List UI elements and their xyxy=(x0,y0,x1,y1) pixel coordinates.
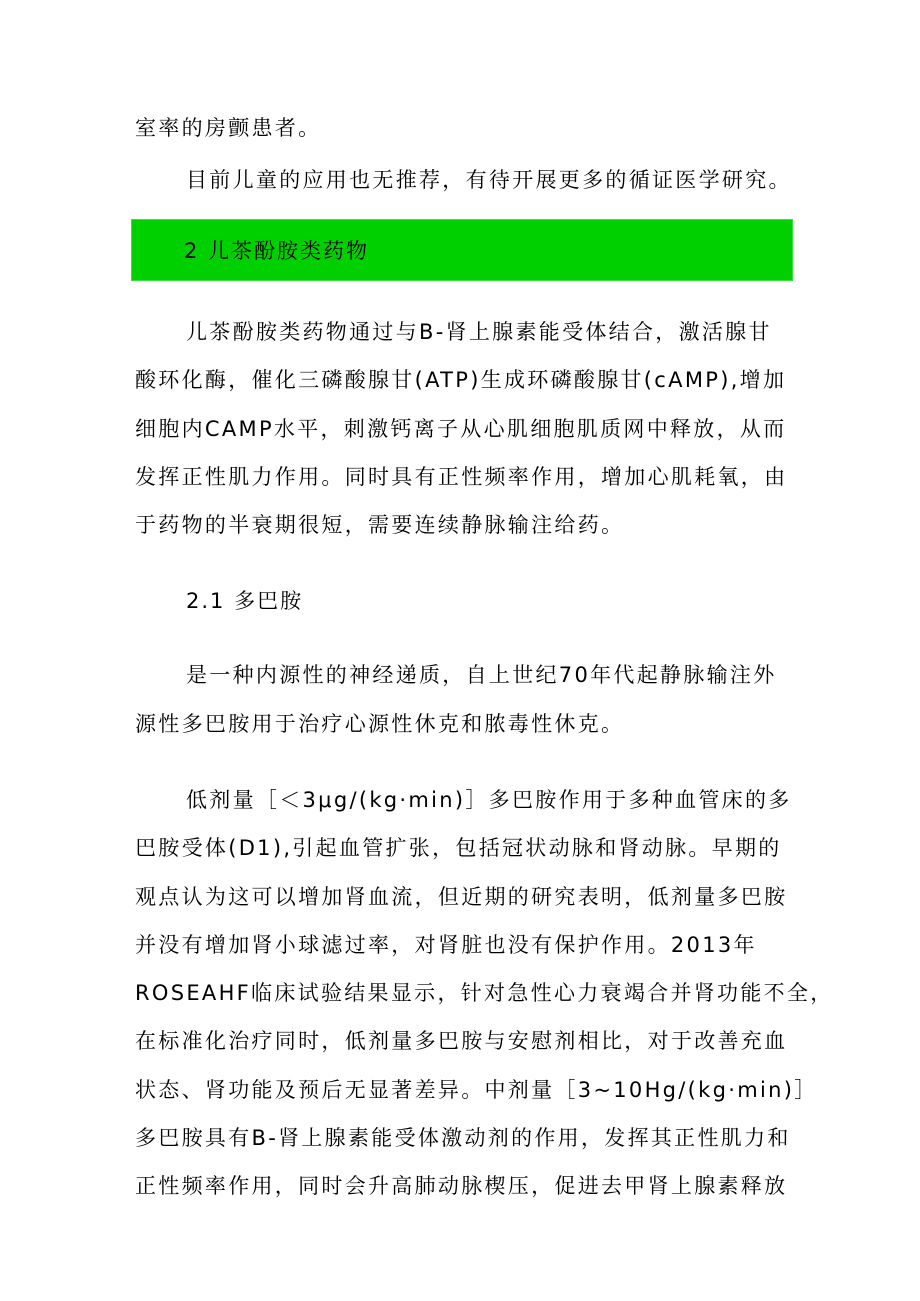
body-text-line: 细胞内CAMP水平，刺激钙离子从心肌细胞肌质网中释放，从而 xyxy=(135,417,787,441)
body-text-line: 观点认为这可以增加肾血流，但近期的研究表明，低剂量多巴胺 xyxy=(135,885,788,909)
section-heading: 2 儿茶酚胺类药物 xyxy=(184,239,370,263)
body-text-line: 在标准化治疗同时，低剂量多巴胺与安慰剂相比，对于改善充血 xyxy=(135,1029,788,1053)
body-text-line: 源性多巴胺用于治疗心源性休克和脓毒性休克。 xyxy=(135,712,625,736)
body-text-line: 巴胺受体(D1),引起血管扩张，包括冠状动脉和肾动脉。早期的 xyxy=(135,836,782,860)
body-text-line: 发挥正性肌力作用。同时具有正性频率作用，增加心肌耗氧，由 xyxy=(135,465,788,489)
body-text-line: 并没有增加肾小球滤过率，对肾脏也没有保护作用。2013年 xyxy=(135,933,757,957)
body-text-line: 状态、肾功能及预后无显著差异。中剂量［3~10Hg/(kg·min)］ xyxy=(135,1078,818,1102)
body-text-line: 多巴胺具有B-肾上腺素能受体激动剂的作用，发挥其正性肌力和 xyxy=(135,1126,791,1150)
section-heading-bar xyxy=(131,219,793,281)
body-text-line: 目前儿童的应用也无推荐，有待开展更多的循证医学研究。 xyxy=(186,168,792,192)
body-text-line: 正性频率作用，同时会升高肺动脉楔压，促进去甲肾上腺素释放 xyxy=(135,1174,788,1198)
subsection-heading: 2.1 多巴胺 xyxy=(186,589,304,613)
body-text-line: 儿茶酚胺类药物通过与B-肾上腺素能受体结合，激活腺甘 xyxy=(186,320,772,344)
body-text-line: 酸环化酶，催化三磷酸腺甘(ATP)生成环磷酸腺甘(cAMP),增加 xyxy=(135,368,787,392)
body-text-line: 低剂量［＜3μg/(kg·min)］多巴胺作用于多种血管床的多 xyxy=(186,788,792,812)
body-text-line: 于药物的半衰期很短，需要连续静脉输注给药。 xyxy=(135,513,625,537)
body-text-line: 是一种内源性的神经递质，自上世纪70年代起静脉输注外 xyxy=(186,663,777,687)
body-text-line: 室率的房颤患者。 xyxy=(135,116,322,140)
body-text-line: ROSEAHF临床试验结果显示，针对急性心力衰竭合并肾功能不全， xyxy=(135,981,834,1005)
